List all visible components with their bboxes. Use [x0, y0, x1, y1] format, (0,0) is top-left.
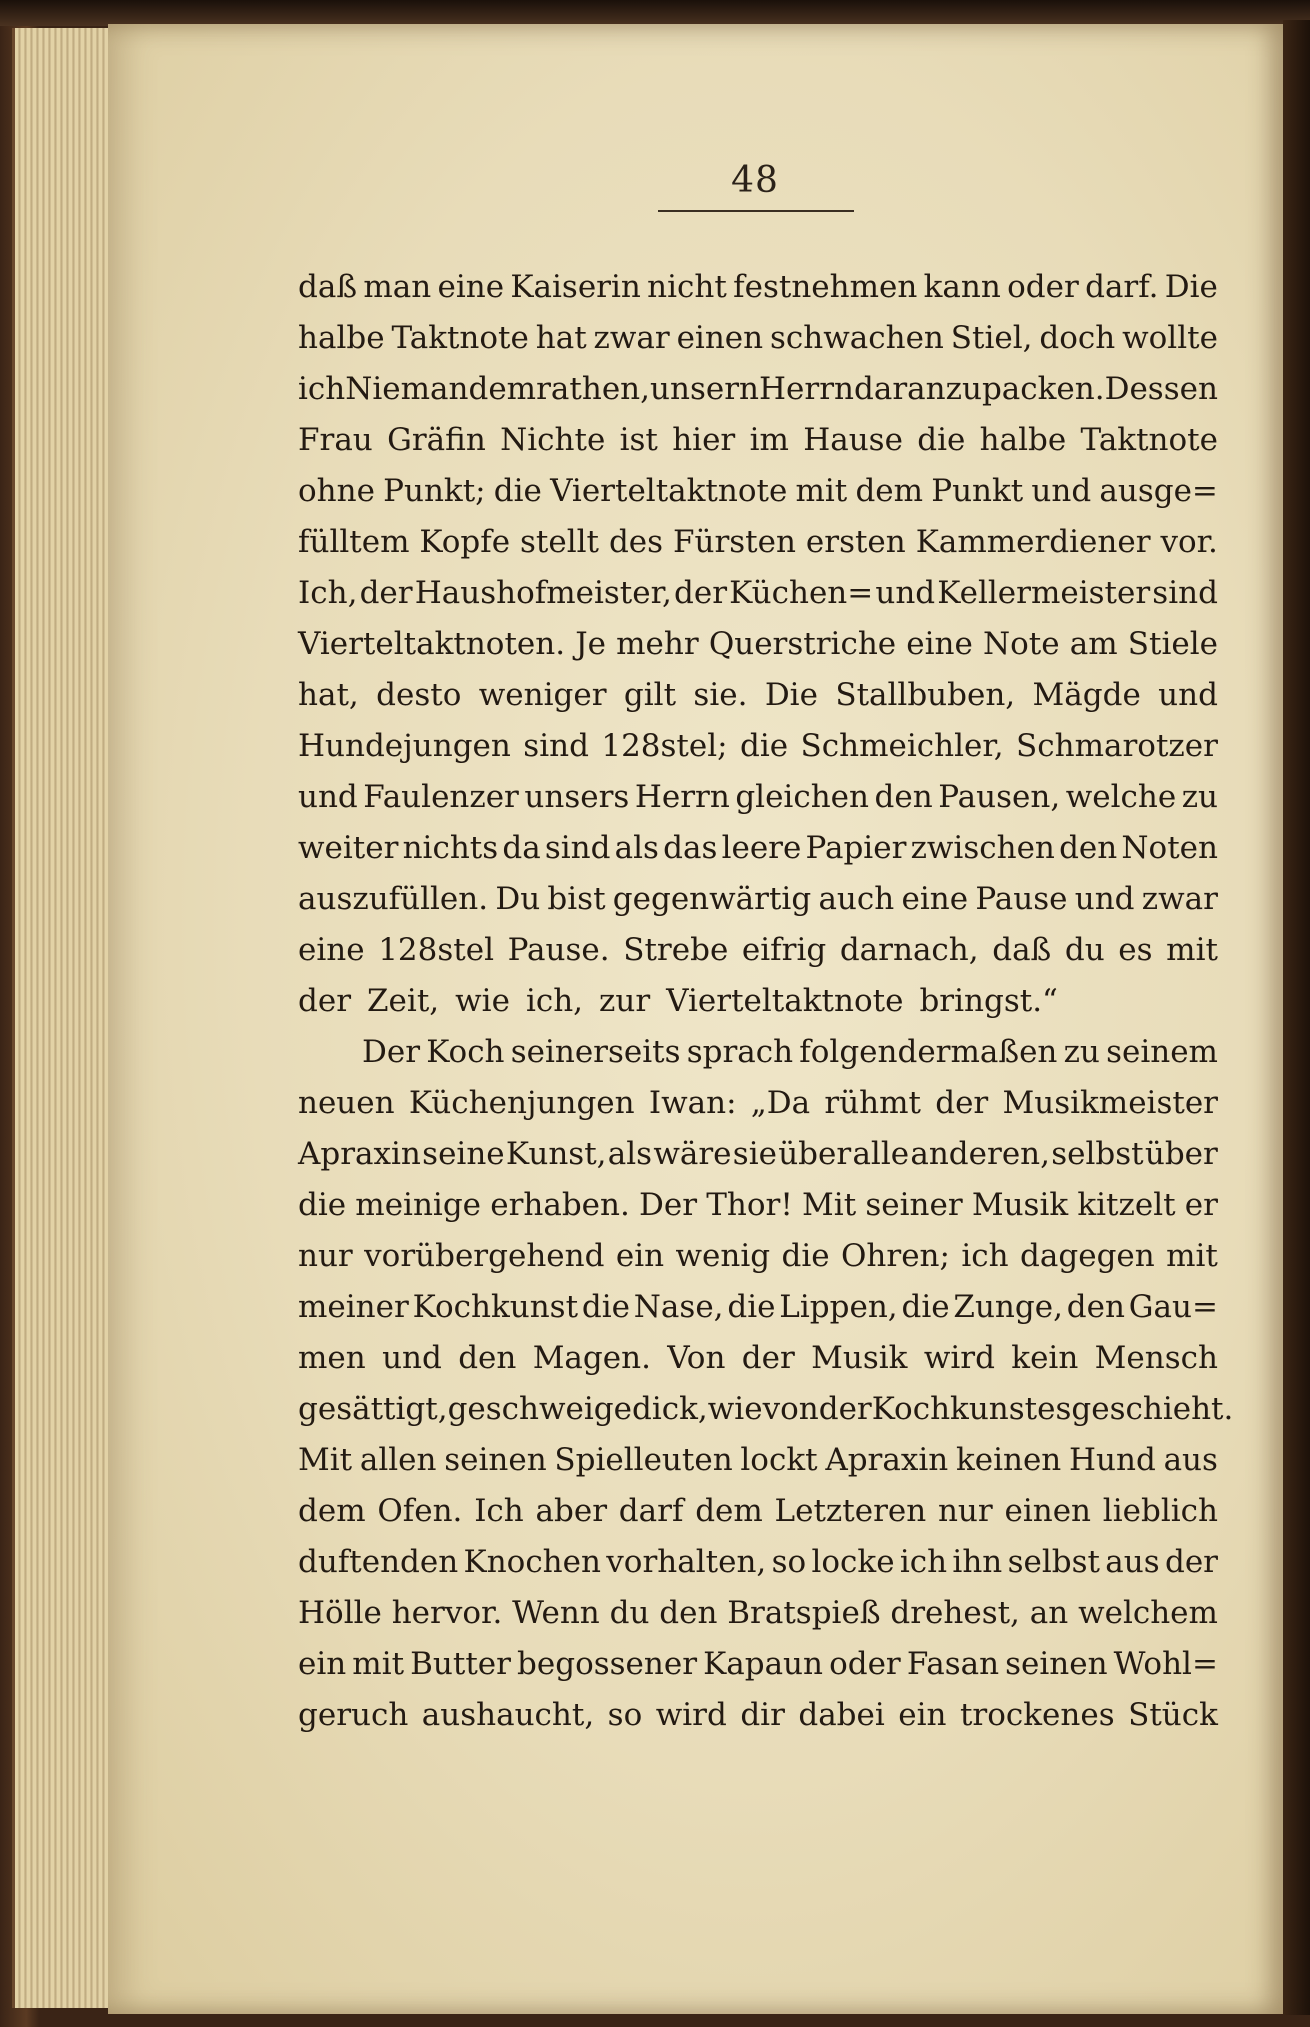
- text-line: [298, 772, 1218, 823]
- text-word: gilt: [623, 677, 677, 713]
- text-word: Stück: [1128, 1697, 1218, 1733]
- text-word: doch: [1039, 320, 1116, 356]
- text-word: und: [1031, 473, 1092, 509]
- text-word: Kochkunst: [412, 1289, 579, 1325]
- text-word: Gräfin: [387, 422, 486, 458]
- text-word: Mit: [298, 1442, 353, 1478]
- text-word: Lippen,: [779, 1289, 898, 1325]
- text-word: geschweige: [447, 1391, 632, 1427]
- text-word: das: [663, 830, 718, 866]
- text-word: Apraxin: [298, 1136, 421, 1172]
- text-word: lockt: [740, 1442, 818, 1478]
- text-word: Taktnote: [391, 320, 529, 356]
- text-word: als: [614, 830, 659, 866]
- text-word: über: [778, 1136, 852, 1172]
- text-word: desto: [376, 677, 462, 713]
- text-word: der: [298, 983, 352, 1019]
- text-word: Dessen: [1104, 371, 1218, 407]
- text-word: so: [771, 1544, 807, 1580]
- text-word: wenig: [675, 1238, 771, 1274]
- text-line: [298, 1333, 1218, 1384]
- text-word: folgendermaßen: [799, 1034, 1058, 1070]
- text-word: eifrig: [741, 932, 827, 968]
- text-word: der: [1164, 1544, 1218, 1580]
- text-word: aber: [535, 1493, 608, 1529]
- text-word: eine: [906, 626, 973, 662]
- text-word: 128stel;: [601, 728, 728, 764]
- text-word: packen.: [981, 371, 1105, 407]
- text-word: man: [363, 269, 432, 305]
- text-word: wie: [707, 1391, 763, 1427]
- page-edges: [12, 28, 115, 2008]
- text-word: Querstriche: [708, 626, 897, 662]
- text-word: den: [458, 1340, 517, 1376]
- text-word: den: [1059, 830, 1118, 866]
- text-word: sie: [732, 1136, 777, 1172]
- text-word: Mensch: [1094, 1340, 1218, 1376]
- text-word: Butter: [410, 1646, 511, 1682]
- text-word: seine: [422, 1136, 505, 1172]
- text-word: darf: [618, 1493, 684, 1529]
- text-word: Strebe: [623, 932, 729, 968]
- text-word: Ohren;: [841, 1238, 950, 1274]
- text-word: Frau: [298, 422, 373, 458]
- text-word: und: [875, 575, 936, 611]
- text-word: der: [818, 1391, 872, 1427]
- book-top-edge: [0, 0, 1310, 26]
- text-word: Faulenzer: [363, 779, 519, 815]
- text-word: hat: [535, 320, 587, 356]
- text-word: daß: [298, 269, 358, 305]
- text-line: [298, 1282, 1218, 1333]
- text-word: Nase,: [633, 1289, 724, 1325]
- text-word: aus: [1105, 1544, 1160, 1580]
- text-word: er: [1184, 1187, 1218, 1223]
- text-word: fülltem: [298, 524, 410, 560]
- text-word: Vierteltaktnote: [550, 473, 788, 509]
- text-line: [298, 313, 1218, 364]
- text-word: halbe: [298, 320, 385, 356]
- text-word: Herrn: [634, 779, 730, 815]
- text-word: zwar: [593, 320, 670, 356]
- text-word: keinen: [955, 1442, 1062, 1478]
- text-line: [298, 1231, 1218, 1282]
- text-word: dabei: [798, 1697, 885, 1733]
- text-line: [298, 1027, 1218, 1078]
- text-word: und: [1074, 881, 1135, 917]
- text-word: hervor.: [391, 1595, 503, 1631]
- text-word: Mit: [802, 1187, 857, 1223]
- text-line: [298, 925, 1218, 976]
- text-line: [298, 874, 1218, 925]
- text-word: welche: [1065, 779, 1177, 815]
- text-word: Note: [983, 626, 1060, 662]
- text-word: schwachen: [770, 320, 944, 356]
- text-word: oder: [1007, 269, 1079, 305]
- text-word: drehest,: [890, 1595, 1020, 1631]
- text-word: Fasan: [906, 1646, 1000, 1682]
- text-word: Vierteltaktnoten.: [298, 626, 566, 662]
- text-word: zwar: [1141, 881, 1218, 917]
- text-word: nichts: [402, 830, 499, 866]
- text-word: Je: [575, 626, 606, 662]
- text-word: einen: [1004, 1493, 1092, 1529]
- text-word: Koch: [426, 1034, 505, 1070]
- text-word: Zeit,: [367, 983, 440, 1019]
- text-word: Du: [495, 881, 541, 917]
- text-word: ein: [898, 1697, 947, 1733]
- text-word: Der: [362, 1034, 421, 1070]
- text-word: Punkt: [931, 473, 1024, 509]
- text-word: seinerseits: [510, 1034, 681, 1070]
- text-word: von: [762, 1391, 819, 1427]
- text-word: seinen: [444, 1442, 547, 1478]
- text-line: [298, 1588, 1218, 1639]
- text-word: halbe: [979, 422, 1067, 458]
- text-word: selbst: [1051, 1136, 1144, 1172]
- text-word: Kapaun: [703, 1646, 823, 1682]
- text-word: 128stel: [378, 932, 494, 968]
- text-word: Kochkunst: [871, 1391, 1038, 1427]
- text-line: [298, 364, 1218, 415]
- text-word: einen: [676, 320, 764, 356]
- text-word: alle: [852, 1136, 910, 1172]
- text-word: Hund: [1069, 1442, 1156, 1478]
- text-word: neuen: [298, 1085, 395, 1121]
- text-word: seiner: [865, 1187, 963, 1223]
- text-word: Schmeichler,: [800, 728, 1004, 764]
- text-word: über: [1144, 1136, 1218, 1172]
- text-word: Kopfe: [419, 524, 511, 560]
- text-word: den: [1066, 1289, 1125, 1325]
- text-line: [298, 670, 1218, 721]
- text-word: anderen,: [910, 1136, 1050, 1172]
- text-word: eine: [298, 932, 365, 968]
- text-word: hier: [672, 422, 736, 458]
- text-word: Stiele: [1127, 626, 1218, 662]
- text-word: zu: [1181, 779, 1218, 815]
- text-word: Kellermeister: [937, 575, 1151, 611]
- text-line: [298, 1690, 1218, 1741]
- text-word: und: [298, 779, 358, 815]
- text-word: erhaben.: [490, 1187, 630, 1223]
- text-word: Küchenjungen: [408, 1085, 635, 1121]
- text-word: Wohl=: [1113, 1646, 1218, 1682]
- text-word: unsern: [650, 371, 759, 407]
- text-word: Kaiserin: [510, 269, 641, 305]
- text-word: begossener: [517, 1646, 698, 1682]
- text-word: stellt: [520, 524, 599, 560]
- text-word: dir: [740, 1697, 785, 1733]
- text-word: du: [1064, 932, 1105, 968]
- text-word: bist: [547, 881, 606, 917]
- text-word: rühmt: [824, 1085, 921, 1121]
- text-word: die: [727, 1289, 776, 1325]
- text-word: vorhalten,: [606, 1544, 767, 1580]
- text-word: ausge=: [1099, 473, 1218, 509]
- text-word: Punkt;: [383, 473, 486, 509]
- text-word: zur: [599, 983, 651, 1019]
- text-word: geschieht.: [1071, 1391, 1234, 1427]
- text-word: darf.: [1085, 269, 1159, 305]
- text-word: ersten: [805, 524, 906, 560]
- text-word: wäre: [653, 1136, 732, 1172]
- text-word: gesättigt,: [298, 1391, 448, 1427]
- text-word: mit: [795, 473, 848, 509]
- text-line: [298, 823, 1218, 874]
- text-word: kann: [923, 269, 1001, 305]
- text-word: aushaucht,: [421, 1697, 595, 1733]
- text-word: „Da: [750, 1085, 811, 1121]
- text-line: [298, 1078, 1218, 1129]
- text-word: die: [781, 1238, 830, 1274]
- text-word: sind: [544, 830, 611, 866]
- text-word: Musik: [971, 1187, 1069, 1223]
- text-word: Hundejungen: [298, 728, 511, 764]
- text-word: Ich: [474, 1493, 524, 1529]
- text-word: Pause.: [507, 932, 610, 968]
- text-word: zu: [945, 371, 982, 407]
- book-cover-edge: [1283, 20, 1310, 2015]
- text-word: Vierteltaktnote: [666, 983, 904, 1019]
- text-word: dick,: [632, 1391, 708, 1427]
- text-line: [298, 1486, 1218, 1537]
- text-word: Die: [764, 677, 818, 713]
- text-word: Spielleuten: [554, 1442, 733, 1478]
- text-word: leere: [721, 830, 802, 866]
- text-word: zwischen: [910, 830, 1055, 866]
- text-word: im: [749, 422, 789, 458]
- text-word: Hause: [803, 422, 903, 458]
- text-word: Iwan:: [648, 1085, 737, 1121]
- text-word: der: [359, 575, 413, 611]
- text-word: Stallbuben,: [835, 677, 1016, 713]
- body-text: [298, 262, 1234, 1741]
- text-word: dem: [298, 1493, 366, 1529]
- text-word: eine: [901, 881, 969, 917]
- text-word: duftenden: [298, 1544, 459, 1580]
- text-word: der: [674, 575, 728, 611]
- text-word: Gau=: [1128, 1289, 1218, 1325]
- text-word: den: [659, 1595, 718, 1631]
- text-word: festnehmen: [733, 269, 918, 305]
- text-word: Apraxin: [825, 1442, 949, 1478]
- text-word: Noten: [1121, 830, 1218, 866]
- text-line: [298, 517, 1218, 568]
- text-word: die: [740, 728, 789, 764]
- text-word: auch: [818, 881, 895, 917]
- text-word: Taktnote: [1080, 422, 1218, 458]
- text-word: ich,: [525, 983, 584, 1019]
- text-line: [298, 1129, 1218, 1180]
- text-word: die: [493, 473, 542, 509]
- text-word: Herrn: [759, 371, 854, 407]
- text-word: nur: [937, 1493, 993, 1529]
- text-line: [298, 1639, 1218, 1690]
- text-word: Die: [1164, 269, 1218, 305]
- text-word: unsers: [524, 779, 630, 815]
- text-word: ich: [899, 1544, 948, 1580]
- text-word: kein: [1011, 1340, 1079, 1376]
- text-word: meiner: [298, 1289, 409, 1325]
- text-word: nur: [298, 1238, 353, 1274]
- text-word: der: [935, 1085, 989, 1121]
- text-word: auszufüllen.: [298, 881, 489, 917]
- text-word: mit: [352, 1646, 405, 1682]
- text-word: Pause: [975, 881, 1068, 917]
- text-word: locke: [811, 1544, 895, 1580]
- text-word: ich: [298, 371, 346, 407]
- text-word: Magen.: [532, 1340, 651, 1376]
- text-word: seinem: [1106, 1034, 1218, 1070]
- text-word: weiter: [298, 830, 399, 866]
- text-word: ich: [961, 1238, 1009, 1274]
- text-word: nicht: [647, 269, 727, 305]
- text-word: eine: [437, 269, 505, 305]
- text-word: Von: [667, 1340, 726, 1376]
- text-word: es: [1037, 1391, 1072, 1427]
- text-word: wollte: [1122, 320, 1218, 356]
- text-line: [298, 1384, 1234, 1435]
- text-line: [298, 1537, 1218, 1588]
- text-word: sind: [523, 728, 589, 764]
- text-word: der: [741, 1340, 795, 1376]
- text-word: ihn: [952, 1544, 1003, 1580]
- text-line: [298, 721, 1218, 772]
- text-word: welchem: [1078, 1595, 1218, 1631]
- text-word: vor.: [1160, 524, 1218, 560]
- text-word: Pausen,: [938, 779, 1061, 815]
- text-word: vorübergehend: [364, 1238, 605, 1274]
- text-word: oder: [829, 1646, 901, 1682]
- text-word: Nichte: [500, 422, 606, 458]
- text-word: Der: [639, 1187, 698, 1223]
- text-word: selbst: [1007, 1544, 1100, 1580]
- text-word: Musikmeister: [1002, 1085, 1218, 1121]
- text-word: ist: [619, 422, 658, 458]
- text-word: zu: [1063, 1034, 1100, 1070]
- text-word: Wenn: [512, 1595, 600, 1631]
- text-word: daß: [992, 932, 1052, 968]
- text-word: Thor!: [706, 1187, 793, 1223]
- text-word: lieblich: [1102, 1493, 1218, 1529]
- text-line: [298, 466, 1218, 517]
- text-word: da: [502, 830, 541, 866]
- text-word: Kammerdiener: [915, 524, 1151, 560]
- text-word: gleichen: [735, 779, 869, 815]
- text-word: gegenwärtig: [612, 881, 812, 917]
- text-word: Schmarotzer: [1016, 728, 1218, 764]
- text-word: Mägde: [1032, 677, 1141, 713]
- text-word: am: [1069, 626, 1118, 662]
- text-word: und: [1158, 677, 1218, 713]
- text-word: wird: [655, 1697, 727, 1733]
- text-word: ein: [298, 1646, 347, 1682]
- text-word: Stiel,: [950, 320, 1033, 356]
- text-word: darnach,: [839, 932, 979, 968]
- text-word: als: [607, 1136, 653, 1172]
- text-word: Fürsten: [672, 524, 796, 560]
- text-word: meinige: [355, 1187, 482, 1223]
- text-word: ein: [615, 1238, 665, 1274]
- text-line: [298, 262, 1218, 313]
- text-word: du: [609, 1595, 650, 1631]
- text-word: die: [298, 1187, 347, 1223]
- text-word: des: [608, 524, 664, 560]
- text-word: Küchen=: [729, 575, 874, 611]
- text-word: es: [1118, 932, 1153, 968]
- text-word: geruch: [298, 1697, 409, 1733]
- page-number-rule: [658, 210, 854, 212]
- text-word: so: [607, 1697, 643, 1733]
- text-word: wie: [455, 983, 510, 1019]
- text-word: dem: [695, 1493, 763, 1529]
- text-word: und: [382, 1340, 442, 1376]
- text-word: den: [874, 779, 933, 815]
- text-word: weniger: [478, 677, 607, 713]
- text-word: die: [901, 1289, 950, 1325]
- text-word: Bratspieß: [727, 1595, 881, 1631]
- text-word: hat,: [298, 677, 359, 713]
- text-word: Zunge,: [953, 1289, 1063, 1325]
- text-word: Knochen: [463, 1544, 601, 1580]
- text-word: sprach: [686, 1034, 794, 1070]
- text-word: Ofen.: [377, 1493, 463, 1529]
- text-word: men: [298, 1340, 366, 1376]
- text-line: [298, 1435, 1218, 1486]
- text-word: Musik: [811, 1340, 908, 1376]
- text-line: [298, 976, 1218, 1027]
- text-word: mit: [1166, 932, 1218, 968]
- text-word: wird: [923, 1340, 995, 1376]
- text-word: Haushofmeister,: [414, 575, 672, 611]
- text-word: mit: [1166, 1238, 1218, 1274]
- text-word: seinen: [1005, 1646, 1108, 1682]
- text-word: sie.: [693, 677, 748, 713]
- text-line: [298, 619, 1218, 670]
- text-word: Hölle: [298, 1595, 382, 1631]
- text-word: dagegen: [1020, 1238, 1155, 1274]
- text-word: Ich,: [298, 575, 358, 611]
- text-word: an: [1029, 1595, 1069, 1631]
- text-word: Letzteren: [774, 1493, 927, 1529]
- text-word: rathen,: [536, 371, 650, 407]
- text-word: Niemandem: [345, 371, 537, 407]
- text-line: [298, 415, 1218, 466]
- text-word: kitzelt: [1077, 1187, 1176, 1223]
- text-line: [298, 1180, 1218, 1231]
- page-number: 48: [731, 160, 779, 201]
- text-word: aus: [1163, 1442, 1218, 1478]
- text-word: trockenes: [959, 1697, 1115, 1733]
- text-word: dem: [855, 473, 924, 509]
- text-word: sind: [1152, 575, 1218, 611]
- text-line: [298, 568, 1218, 619]
- text-word: Papier: [805, 830, 907, 866]
- text-word: mehr: [616, 626, 699, 662]
- text-word: ohne: [298, 473, 375, 509]
- text-word: bringst.“: [919, 983, 1058, 1019]
- text-word: die: [917, 422, 966, 458]
- text-word: daran: [854, 371, 946, 407]
- text-word: allen: [359, 1442, 437, 1478]
- text-word: die: [581, 1289, 630, 1325]
- text-word: Kunst,: [505, 1136, 607, 1172]
